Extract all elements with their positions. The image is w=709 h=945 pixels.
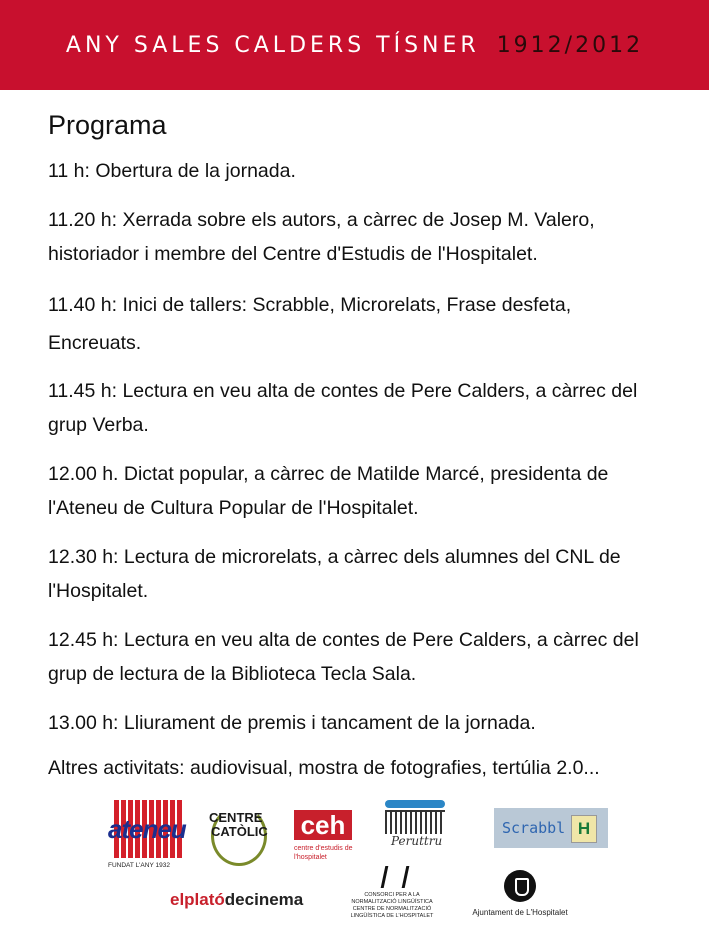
peruttru-logo	[383, 800, 453, 858]
ceh-caption: centre d'estudis de l'hospitalet	[294, 845, 353, 861]
cnl-mark-icon	[381, 866, 410, 888]
ceh-logo	[294, 810, 358, 866]
program-item: 12.45 h: Lectura en veu alta de contes de Pere Calders, a càrrec del grup de lectura de la Biblioteca Tecla Sala.	[48, 629, 639, 685]
ajuntament-logo	[470, 870, 570, 922]
program-item: 11.40 h: Inici de tallers: Scrabble, Microrelats, Frase desfeta, Encreuats.	[48, 294, 572, 354]
el-plato-de-cinema-logo	[170, 890, 303, 910]
program-item: 12.30 h: Lectura de microrelats, a càrrec dels alumnes del CNL de l'Hospitalet.	[48, 546, 621, 602]
header-years: 1912/2012	[496, 32, 644, 58]
header-title	[66, 33, 643, 58]
ajuntament-caption: Ajuntament de L'Hospitalet	[472, 908, 568, 917]
centre-catolic-logo	[205, 800, 267, 864]
scrabble-tile: H	[571, 815, 597, 843]
program-item: 11 h: Obertura de la jornada.	[48, 160, 296, 182]
header-banner	[0, 0, 709, 90]
other-activities: Altres activitats: audiovisual, mostra de fotografies, tertúlia 2.0...	[48, 757, 600, 779]
program-item: 11.20 h: Xerrada sobre els autors, a càrrec de Josep M. Valero, historiador i membre del Centre d'Estudis de l'Hospitalet.	[48, 209, 595, 265]
crest-icon	[504, 870, 536, 902]
catolic-line1: CENTRE	[209, 810, 263, 825]
plato-part1: elplató	[170, 890, 225, 909]
program-item: 13.00 h: Lliurament de premis i tancament de la jornada.	[48, 712, 536, 734]
ateneu-caption: FUNDAT L'ANY 1932	[108, 862, 170, 869]
program-item: 11.45 h: Lectura en veu alta de contes de Pere Calders, a càrrec del grup Verba.	[48, 380, 638, 436]
catolic-line2: CATÒLIC	[211, 824, 268, 839]
program-item: 12.00 h. Dictat popular, a càrrec de Matilde Marcé, presidenta de l'Ateneu de Cultura Popular de l'Hospitalet.	[48, 463, 609, 519]
program-heading: Programa	[48, 110, 167, 140]
program-list	[48, 154, 668, 755]
cnl-logo	[350, 866, 434, 926]
plato-part2: decinema	[224, 890, 304, 909]
building-icon	[385, 810, 445, 834]
scrabble-logo	[494, 808, 608, 848]
sky-stroke	[385, 800, 445, 808]
ceh-logo-text: ceh	[294, 810, 352, 840]
ateneu-logo-text: ateneu	[108, 814, 186, 844]
peruttru-name: Peruttru	[391, 834, 443, 848]
ateneu-logo	[108, 800, 184, 870]
header-title-text: ANY SALES CALDERS TÍSNER	[65, 32, 480, 58]
cnl-caption: CONSORCI PER A LA NORMALITZACIÓ LINGÜÍSTICA CENTRE DE NORMALITZACIÓ LINGÜÍSTICA DE L'HOSPITALET	[350, 892, 434, 919]
scrabble-word: Scrabbl	[502, 819, 566, 837]
